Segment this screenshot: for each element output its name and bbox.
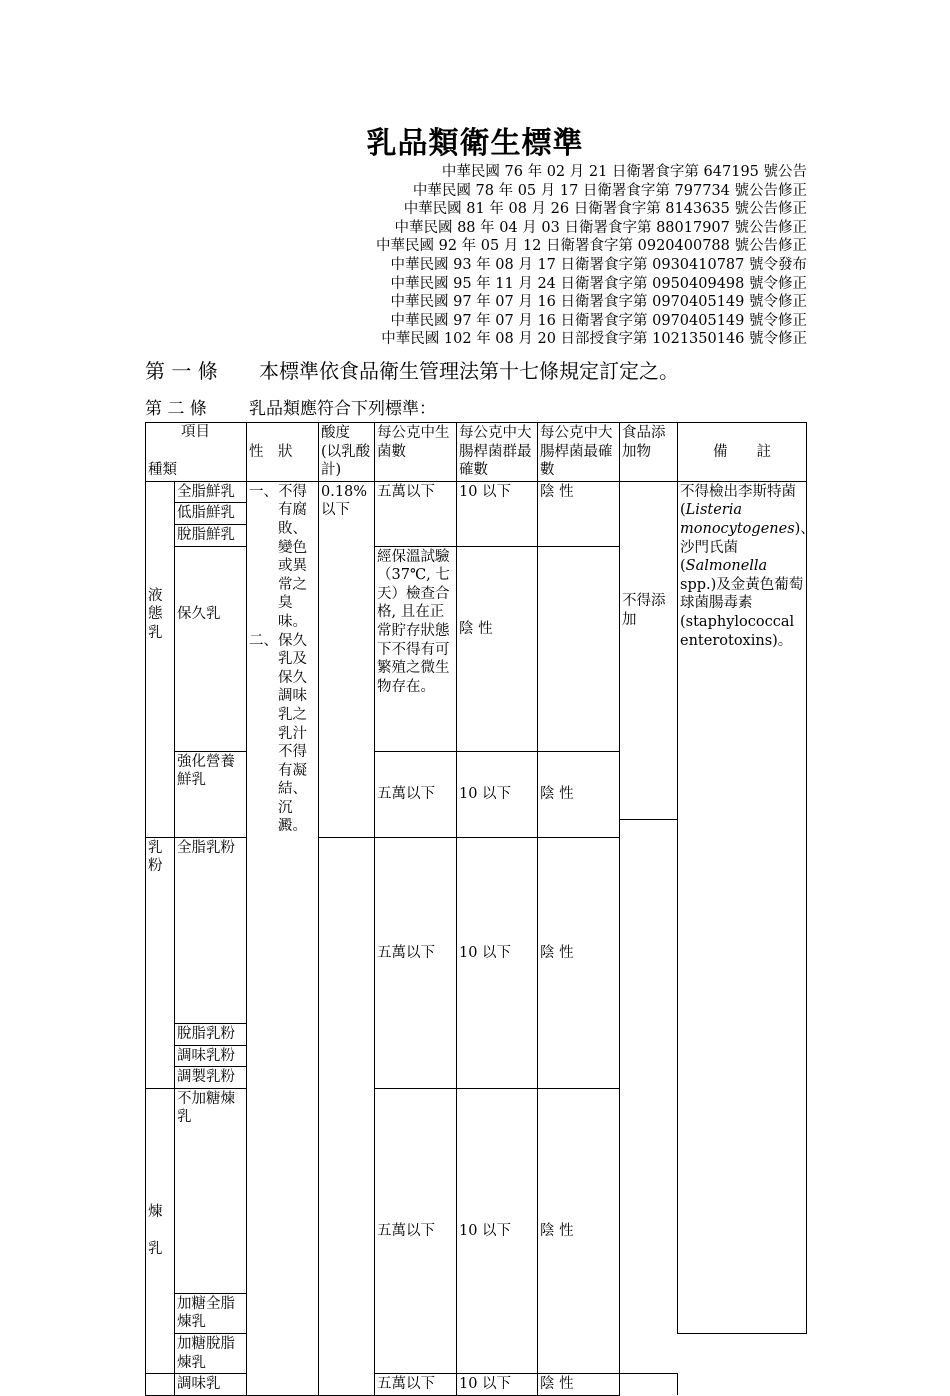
coliform-fresh: 10 以下 (457, 481, 538, 546)
header-bacteria: 每公克中生菌數 (375, 423, 457, 482)
ecoli-long-life (538, 546, 620, 751)
article-1-label: 第 一 條 (145, 359, 218, 383)
product-fortified: 強化營養鮮乳 (175, 751, 247, 837)
article-2 (145, 397, 436, 421)
announcement-line: 中華民國 88 年 04 月 03 日衛署食字第 88017907 號公告修正 (394, 219, 807, 236)
product-sweetened-skim: 加糖脫脂煉乳 (175, 1333, 247, 1373)
property-item-1: 不得有腐敗、變色或異常之臭味。 (278, 483, 307, 630)
announcement-line: 中華民國 92 年 05 月 12 日衛署食字第 0920400788 號公告修正 (376, 238, 807, 255)
product-skim-powder: 脫脂乳粉 (175, 1023, 247, 1045)
product-flavored-milk: 調味乳 (175, 1374, 247, 1396)
header-ecoli: 每公克中大腸桿菌最確數 (538, 423, 620, 482)
announcement-line: 中華民國 97 年 07 月 16 日衛署食字第 0970405149 號令修正 (390, 312, 807, 329)
acidity-empty (319, 837, 375, 1395)
ecoli-fortified: 陰 性 (538, 751, 620, 837)
header-item: 項目 (181, 424, 210, 440)
property-empty (247, 837, 319, 1395)
bacteria-fresh: 五萬以下 (375, 481, 457, 546)
ecoli-condensed: 陰 性 (538, 1088, 620, 1373)
product-lowfat-fresh: 低脂鮮乳 (175, 503, 247, 525)
additive-none: 不得添加 (620, 481, 678, 819)
group-condensed (146, 1088, 175, 1373)
ecoli-flavored: 陰 性 (538, 1374, 620, 1396)
coliform-flavored: 10 以下 (457, 1374, 538, 1396)
group-flavored-empty (146, 1374, 175, 1396)
coliform-fortified: 10 以下 (457, 751, 538, 837)
header-kind: 種類 (148, 462, 177, 479)
article-1-text: 本標準依食品衛生管理法第十七條規定訂定之。 (259, 359, 679, 383)
header-acidity: 酸度 (以乳酸計) (319, 423, 375, 482)
property-item-1-number: 一、 (249, 483, 278, 500)
product-long-life: 保久乳 (175, 546, 247, 751)
article-2-label: 第 二 條 (145, 399, 207, 419)
document-title: 乳品類衛生標準 (366, 126, 584, 161)
announcement-line: 中華民國 95 年 11 月 24 日衛署食字第 0950409498 號令修正 (390, 275, 807, 292)
product-formulated-powder: 調製乳粉 (175, 1067, 247, 1089)
header-remarks: 備 註 (678, 423, 807, 482)
announcement-line: 中華民國 102 年 08 月 20 日部授食字第 1021350146 號令修正 (381, 331, 807, 348)
property-item-2: 保久乳及保久調味乳之乳汁不得有凝結、沉澱。 (278, 632, 307, 835)
article-2-text: 乳品類應符合下列標準： (249, 399, 436, 419)
article-1 (145, 356, 679, 386)
product-whole-fresh: 全脂鮮乳 (175, 481, 247, 503)
remarks-text-2: )、沙門氏菌( (680, 520, 815, 575)
ecoli-fresh: 陰 性 (538, 481, 620, 546)
coliform-powder: 10 以下 (457, 837, 538, 1088)
announcement-line: 中華民國 78 年 05 月 17 日衛署食字第 797734 號公告修正 (412, 182, 807, 199)
group-condensed-char-2: 乳 (148, 1240, 163, 1257)
product-whole-powder: 全脂乳粉 (175, 837, 247, 1023)
bacteria-flavored: 五萬以下 (375, 1374, 457, 1396)
group-condensed-char-1: 煉 (148, 1204, 163, 1221)
bacteria-powder: 五萬以下 (375, 837, 457, 1088)
remarks-listeria: Listeria monocytogenes (680, 502, 795, 537)
remarks-text-3: spp.)及金黃色葡萄球菌腸毒素(staphylococcal enterotoxins)。 (680, 576, 804, 649)
product-unsweetened: 不加糖煉乳 (175, 1088, 247, 1293)
group-powder: 乳粉 (146, 837, 175, 1088)
standards-table (145, 422, 815, 1396)
announcement-list (376, 163, 807, 349)
header-coliform: 每公克中大腸桿菌群最確數 (457, 423, 538, 482)
announcement-line: 中華民國 97 年 07 月 16 日衛署食字第 0970405149 號令修正 (390, 294, 807, 311)
coliform-long-life: 陰 性 (457, 546, 538, 751)
bacteria-long-life: 經保溫試驗（37℃, 七天）檢查合格, 且在正常貯存狀態下不得有可繁殖之微生物存在。 (375, 546, 457, 751)
bacteria-condensed: 五萬以下 (375, 1088, 457, 1373)
announcement-line: 中華民國 81 年 08 月 26 日衛署食字第 8143635 號公告修正 (403, 201, 807, 218)
product-flavored-powder: 調味乳粉 (175, 1045, 247, 1067)
coliform-condensed: 10 以下 (457, 1088, 538, 1373)
group-liquid: 液態乳 (146, 481, 175, 837)
remarks-text-1: 不得檢出李斯特菌( (680, 483, 796, 519)
header-item-kind (146, 423, 247, 482)
property-item-2-number: 二、 (249, 632, 278, 649)
additive-flavored-empty (620, 1374, 678, 1396)
remarks-salmonella: Salmonella (685, 558, 768, 575)
announcement-line: 中華民國 76 年 02 月 21 日衛署食字第 647195 號公告 (441, 164, 807, 180)
product-skim-fresh: 脫脂鮮乳 (175, 524, 247, 546)
announcement-line: 中華民國 93 年 08 月 17 日衛署食字第 0930410787 號令發布 (390, 256, 807, 273)
remarks-cell (678, 481, 815, 1333)
ecoli-powder: 陰 性 (538, 837, 620, 1088)
header-property: 性 狀 (247, 423, 319, 482)
product-sweetened-whole: 加糖全脂煉乳 (175, 1293, 247, 1333)
acidity-value: 0.18% 以下 (319, 481, 375, 837)
property-cell (247, 481, 319, 837)
header-additive: 食品添加物 (620, 423, 678, 482)
bacteria-fortified: 五萬以下 (375, 751, 457, 837)
